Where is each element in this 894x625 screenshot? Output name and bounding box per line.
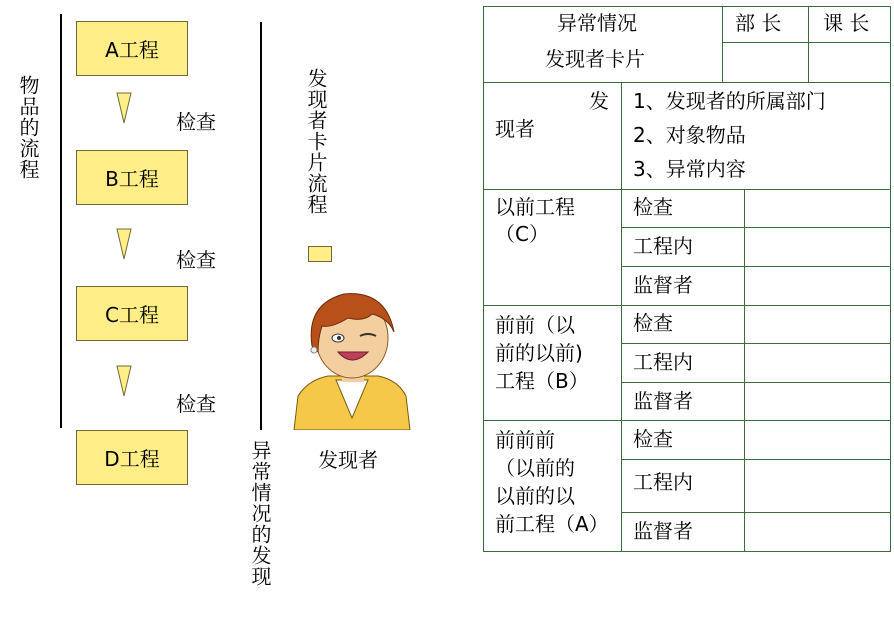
table-border xyxy=(483,6,484,552)
section-item: 检查 xyxy=(633,311,673,335)
card-flow-line xyxy=(260,22,262,430)
flow-arrow xyxy=(116,365,132,397)
section-label-b-line: 工程（B） xyxy=(495,369,589,393)
info-line: 1、发现者的所属部门 xyxy=(633,89,826,113)
section-label-b-line: 前的以前) xyxy=(495,341,583,365)
section-item: 检查 xyxy=(633,427,673,451)
table-divider xyxy=(483,420,891,421)
table-divider xyxy=(621,343,891,344)
table-divider xyxy=(621,82,622,552)
section-label-b-line: 前前（以 xyxy=(495,313,575,337)
table-divider xyxy=(808,6,809,82)
section-item: 工程内 xyxy=(633,234,693,258)
table-divider xyxy=(722,6,723,82)
process-box-a: A工程 xyxy=(76,21,188,76)
section-item: 监督者 xyxy=(633,273,693,297)
flow-line xyxy=(60,14,62,428)
table-divider xyxy=(483,82,891,83)
card-icon xyxy=(308,246,332,262)
section-label-a-line: （以前的 xyxy=(495,456,575,480)
section-item: 监督者 xyxy=(633,389,693,413)
info-line: 3、异常内容 xyxy=(633,157,746,181)
manager-label-2: 课 长 xyxy=(823,11,870,35)
discoverer-card-table xyxy=(483,6,891,552)
process-box-b: B工程 xyxy=(76,150,188,205)
flow-label: 物品的流程 xyxy=(16,75,40,180)
card-title-line2: 发现者卡片 xyxy=(545,47,645,71)
card-title-line1: 异常情况 xyxy=(557,11,637,35)
table-divider xyxy=(621,266,891,267)
process-box-c: C工程 xyxy=(76,286,188,341)
table-divider xyxy=(621,227,891,228)
person-label: 发现者 xyxy=(318,448,378,472)
table-divider xyxy=(621,382,891,383)
table-divider xyxy=(621,512,891,513)
card-flow-label: 发现者卡片流程 xyxy=(304,68,328,215)
flow-arrow xyxy=(116,228,132,260)
table-divider xyxy=(722,42,891,43)
discovery-label: 异常情况的发现 xyxy=(248,440,272,587)
table-divider xyxy=(483,189,891,190)
process-box-d: D工程 xyxy=(76,430,188,485)
table-border xyxy=(890,6,891,552)
table-divider xyxy=(621,459,891,460)
section-label-a-line: 前前前 xyxy=(495,428,555,452)
section-label-a-line: 以前的以 xyxy=(495,484,575,508)
section-item: 检查 xyxy=(633,195,673,219)
table-border xyxy=(483,551,891,552)
flow-arrow xyxy=(116,92,132,124)
table-divider xyxy=(483,305,891,306)
info-line: 2、对象物品 xyxy=(633,123,746,147)
check-label: 检查 xyxy=(176,392,216,416)
section-item: 工程内 xyxy=(633,350,693,374)
section-item: 工程内 xyxy=(633,470,693,494)
discoverer-label-bottom: 现者 xyxy=(495,117,535,141)
check-label: 检查 xyxy=(176,110,216,134)
discoverer-label-top: 发 xyxy=(589,89,609,113)
manager-label-1: 部 长 xyxy=(735,11,782,35)
check-label: 检查 xyxy=(176,248,216,272)
table-border xyxy=(483,6,891,7)
section-label-c: 以前工程（C） xyxy=(495,195,575,246)
section-item: 监督者 xyxy=(633,519,693,543)
table-divider xyxy=(744,189,745,552)
discoverer-person-icon xyxy=(288,288,418,430)
section-label-a-line: 前工程（A） xyxy=(495,512,609,536)
